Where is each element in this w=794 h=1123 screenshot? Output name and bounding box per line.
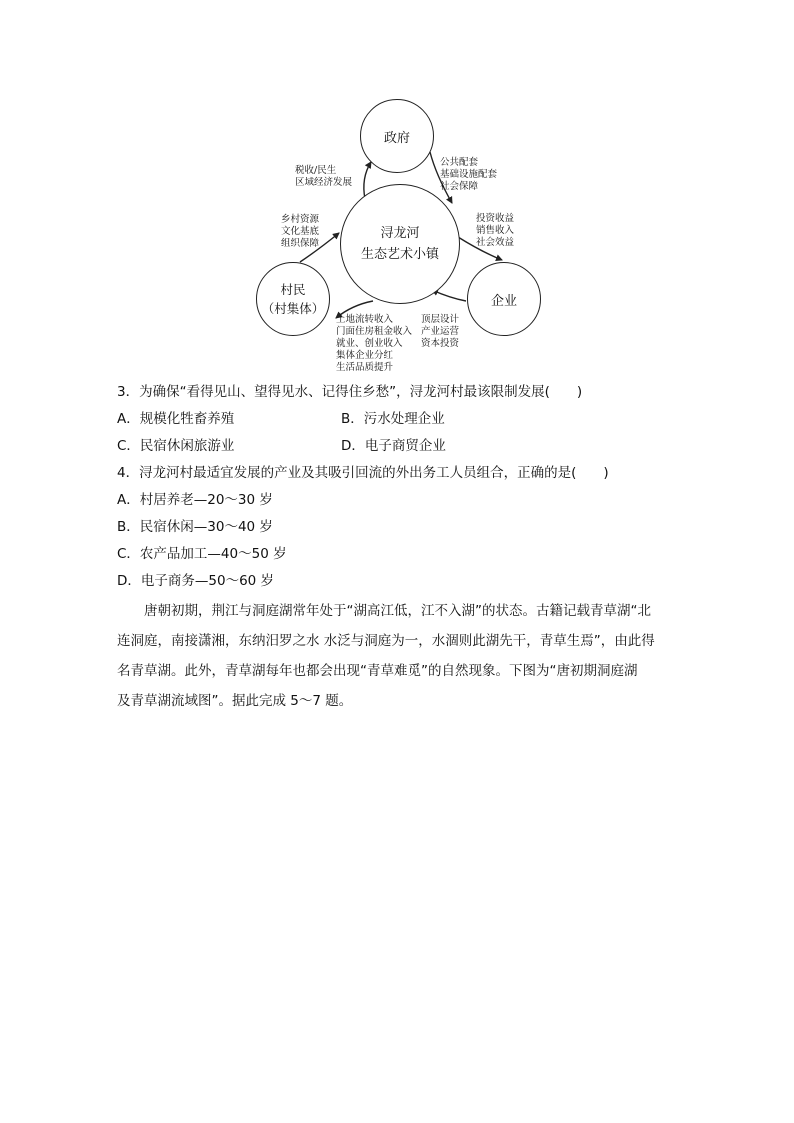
flow-line: 产业运营 [421,326,460,337]
arrow-company-to-center [432,290,466,301]
passage-line-4: 及青草湖流域图”。据此完成 5～7 题。 [117,693,353,709]
flow-line: 税收/民生 [295,165,337,176]
flow-center-to-gov [295,165,352,189]
question-4-option-a: A．村居养老—20～30 岁 [117,492,273,508]
flow-line: 生活品质提升 [336,362,394,373]
node-villager [256,262,330,336]
flow-line: 土地流转收入 [336,314,394,325]
flow-line: 乡村资源 [281,214,320,225]
flow-line: 区域经济发展 [295,177,353,188]
center-line-2: 生态艺术小镇 [360,247,439,262]
passage-line-2: 连洞庭，南接潇湘，东纳汨罗之水 水泛与洞庭为一，水涸则此湖先干，青草生焉”，由此得 [117,633,655,649]
question-3-option-d: D．电子商贸企业 [341,438,446,454]
node-company [467,262,541,336]
question-3-option-b: B．污水处理企业 [341,411,445,427]
passage [117,602,689,710]
flow-line: 文化基底 [281,226,320,237]
flow-line: 公共配套 [440,157,479,168]
flow-line: 销售收入 [476,225,515,236]
question-4-stem: 4．浔龙河村最适宜发展的产业及其吸引回流的外出务工人员组合，正确的是( ) [117,465,609,481]
question-3-option-c: C．民宿休闲旅游业 [117,438,235,454]
flow-line: 基础设施配套 [440,169,498,180]
question-4-option-d: D．电子商务—50～60 岁 [117,573,275,589]
flow-line: 集体企业分红 [336,350,394,361]
node-government [360,99,434,173]
villager-line-1: 村民 [280,282,306,297]
flow-center-to-company [476,213,514,249]
flow-gov-to-center [440,157,497,193]
flow-line: 组织保障 [281,238,320,249]
question-3-stem: 3．为确保“看得见山、望得见水、记得住乡愁”，浔龙河村最该限制发展( ) [117,384,583,400]
flow-line: 投资收益 [476,213,515,224]
flow-line: 顶层设计 [421,314,460,325]
flow-line: 社会效益 [476,237,515,248]
center-line-1: 浔龙河 [380,226,420,241]
question-4-option-b: B．民宿休闲—30～40 岁 [117,519,273,535]
flow-line: 资本投资 [421,338,460,349]
flow-line: 门面住房租金收入 [336,326,413,337]
stakeholder-diagram [0,0,794,380]
question-3-option-a: A．规模化牲畜养殖 [117,411,235,427]
flow-company-to-center [421,314,459,350]
question-4-option-c: C．农产品加工—40～50 岁 [117,546,287,562]
node-government-label: 政府 [383,130,410,146]
node-company-label: 企业 [490,293,517,309]
flow-villager-to-center [281,214,319,250]
passage-line-3: 名青草湖。此外，青草湖每年也都会出现“青草难觅”的自然现象。下图为“唐初期洞庭湖 [117,663,638,679]
flow-center-to-villager [336,314,412,374]
flow-line: 就业、创业收入 [336,338,403,349]
node-center-town [340,184,460,304]
villager-line-2: （村集体） [261,301,325,316]
flow-line: 社会保障 [440,181,479,192]
passage-line-1: 唐朝初期，荆江与洞庭湖常年处于“湖高江低，江不入湖”的状态。古籍记载青草湖“北 [117,603,651,619]
